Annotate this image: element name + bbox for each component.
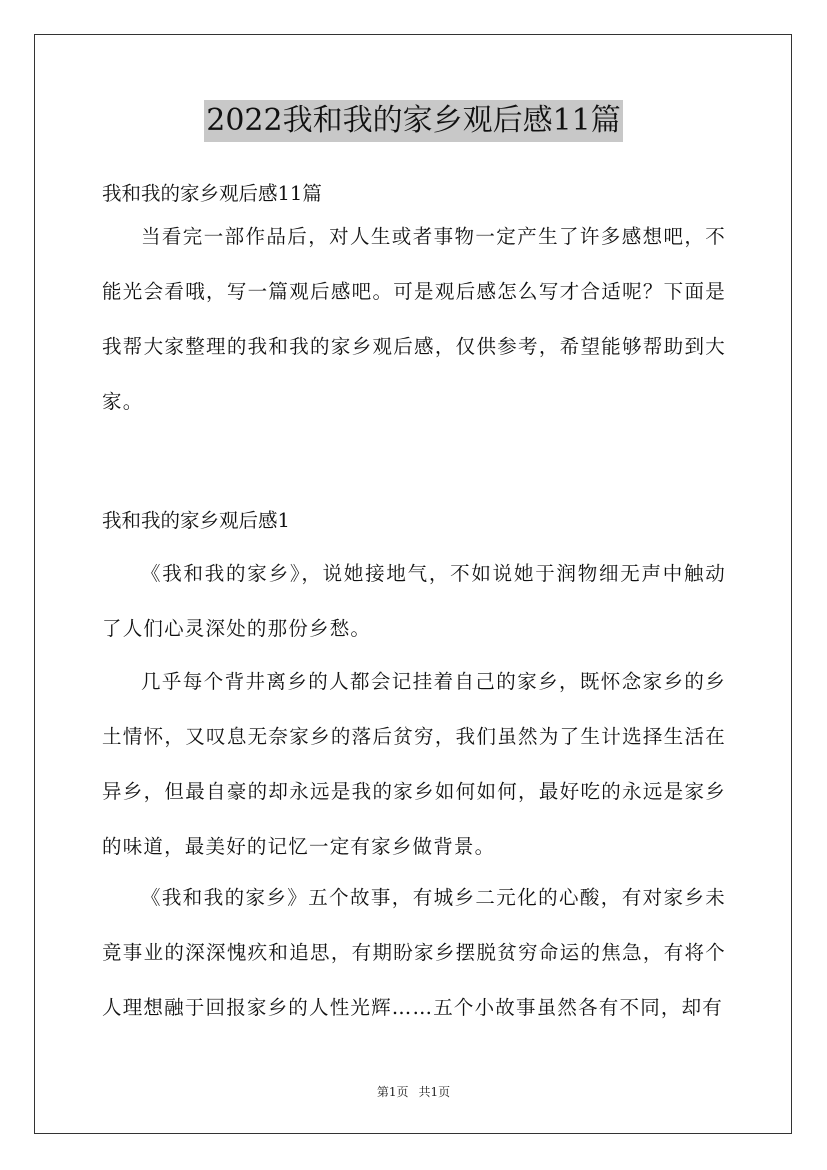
- title-wrap: [0, 100, 827, 142]
- body-paragraph: 几乎每个背井离乡的人都会记挂着自己的家乡，既怀念家乡的乡土情怀，又叹息无奈家乡的落后贫穷，我们虽然为了生计选择生活在异乡，但最自豪的却永远是我的家乡如何如何，最好吃的永远是家乡的味道，最美好的记忆一定有家乡做背景。: [102, 670, 726, 858]
- section-heading: 我和我的家乡观后感1: [102, 509, 290, 532]
- document-title: 2022我和我的家乡观后感11篇: [204, 100, 623, 142]
- document-subtitle: 我和我的家乡观后感11篇: [102, 182, 322, 205]
- page-number: 第1页: [376, 1085, 409, 1099]
- page-total: 共1页: [418, 1085, 451, 1099]
- page-footer: [0, 1083, 827, 1101]
- body-paragraph: 《我和我的家乡》五个故事，有城乡二元化的心酸，有对家乡未竟事业的深深愧疚和追思，有期盼家乡摆脱贫穷命运的焦急，有将个人理想融于回报家乡的人性光辉……五个小故事虽然各有不同，却有: [102, 886, 726, 1019]
- body-paragraph: 《我和我的家乡》，说她接地气，不如说她于润物细无声中触动了人们心灵深处的那份乡愁。: [102, 562, 726, 640]
- intro-paragraph: 当看完一部作品后，对人生或者事物一定产生了许多感想吧，不能光会看哦，写一篇观后感吧。可是观后感怎么写才合适呢？下面是我帮大家整理的我和我的家乡观后感，仅供参考，希望能够帮助到大家。: [102, 225, 726, 413]
